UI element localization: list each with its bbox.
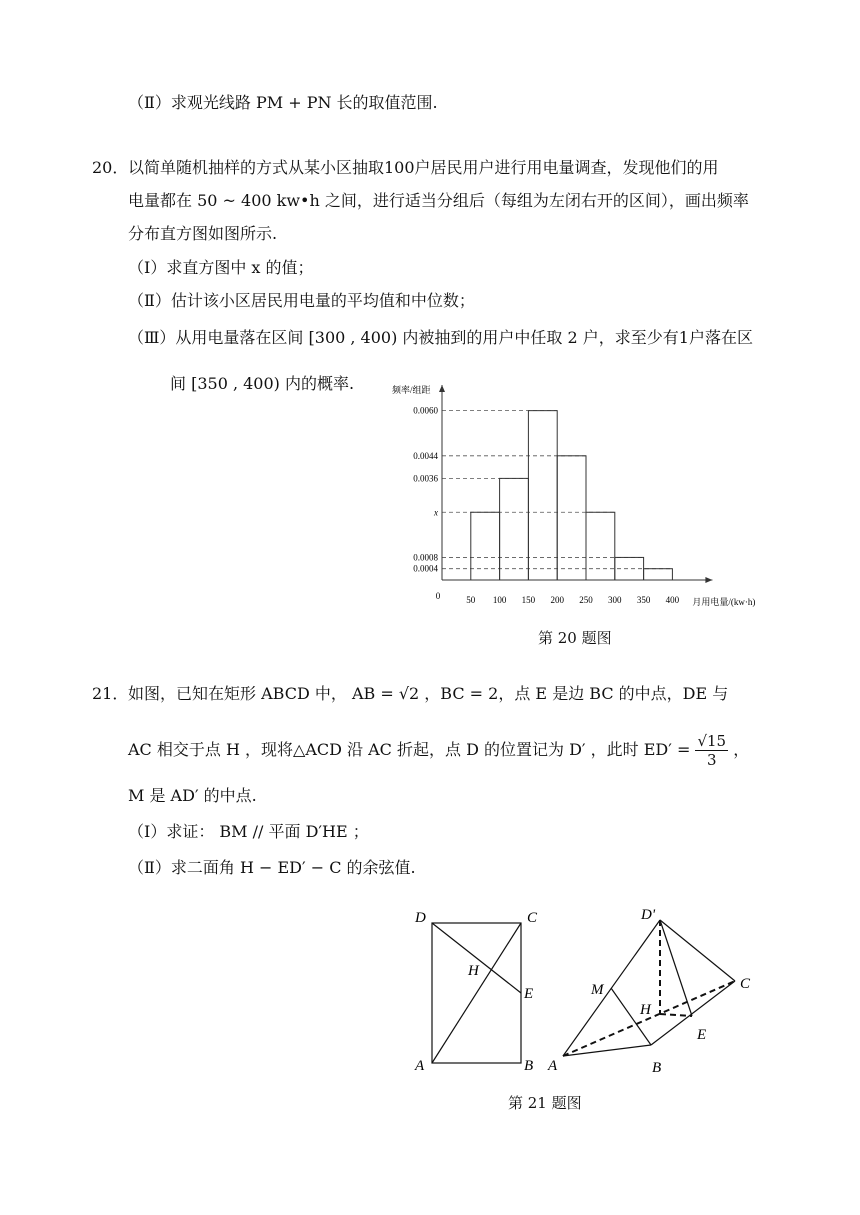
- q20-figure-caption: 第 20 题图: [538, 629, 612, 647]
- q21-figure-caption: 第 21 题图: [508, 1094, 582, 1112]
- label-h: H: [468, 963, 479, 979]
- fraction-numerator: √15: [697, 732, 727, 750]
- y-tick-label: 0.0060: [413, 405, 438, 416]
- x-tick-label: 250: [579, 595, 593, 605]
- q21-line1: 如图，已知在矩形 ABCD 中， AB = √2 ，BC = 2，点 E 是边 BC 的中点，DE 与: [128, 684, 729, 703]
- folded-solid-figure: [545, 900, 765, 1080]
- y-tick-label: 0.0004: [413, 563, 438, 574]
- q21-part2: （Ⅱ）求二面角 H − ED′ − C 的余弦值.: [128, 858, 416, 877]
- x-tick-label: 150: [521, 595, 536, 605]
- label-e-right: E: [697, 1027, 707, 1043]
- label-d-prime: D': [641, 907, 656, 923]
- label-a-right: A: [548, 1058, 558, 1074]
- q21-line3: M 是 AD′ 的中点.: [128, 786, 257, 805]
- label-a: A: [415, 1058, 425, 1074]
- q20-part3-line1: （Ⅲ）从用电量落在区间 [300 , 400) 内被抽到的用户中任取 2 户，求至少有1户落在区: [128, 328, 753, 347]
- q21-line2-end: ，: [733, 740, 750, 759]
- histogram-chart: [380, 380, 800, 615]
- x-tick-label: 400: [665, 595, 680, 605]
- histogram-bar: [500, 478, 529, 580]
- x-tick-label: 300: [608, 595, 622, 605]
- q19-part2: （Ⅱ）求观光线路 PM + PN 长的取值范围.: [128, 93, 438, 112]
- histogram-bar: [644, 569, 673, 580]
- label-h-right: H: [640, 1002, 651, 1018]
- edge-dprime-c: [660, 920, 735, 981]
- y-tick-label: 0.0044: [413, 450, 438, 461]
- y-axis-label: 频率/组距: [392, 385, 431, 395]
- q21-line2: [128, 732, 749, 769]
- fraction-denominator: 3: [707, 751, 717, 769]
- label-d: D: [415, 910, 426, 926]
- y-axis-arrow-icon: [439, 385, 445, 392]
- label-c-right: C: [740, 976, 751, 992]
- y-tick-label: 0.0036: [413, 473, 438, 484]
- dashed-h-e: [660, 1014, 692, 1016]
- rectangle-figure: [405, 900, 545, 1080]
- label-c: C: [527, 910, 538, 926]
- q20-part2: （Ⅱ）估计该小区居民用电量的平均值和中位数；: [128, 291, 475, 310]
- label-b: B: [524, 1058, 534, 1074]
- x-tick-label: 200: [550, 595, 564, 605]
- q20-stem-line2: 电量都在 50 ~ 400 kw•h 之间，进行适当分组后（每组为左闭右开的区间），画出频率: [128, 191, 749, 210]
- q20-part3-line2: 间 [350 , 400) 内的概率.: [170, 374, 355, 393]
- histogram-bar: [557, 456, 586, 580]
- q20-stem-line3: 分布直方图如图所示.: [128, 224, 278, 243]
- edge-b-c: [651, 981, 735, 1045]
- q21-part1: （Ⅰ）求证： BM // 平面 D′HE ；: [128, 822, 369, 841]
- x-axis-arrow-icon: [705, 577, 712, 583]
- histogram-bar: [471, 512, 500, 580]
- histogram-bar: [528, 411, 557, 580]
- q20-number: 20．: [92, 158, 129, 177]
- histogram-bar: [586, 512, 615, 580]
- x-tick-label: 100: [492, 595, 507, 605]
- x-axis-label: 月用电量/(kw·h): [692, 597, 756, 607]
- q21-number: 21．: [92, 684, 129, 703]
- x-tick-label: 350: [636, 595, 651, 605]
- diagonal-ac: [432, 923, 521, 1063]
- label-m: M: [591, 982, 604, 998]
- ed-prime-fraction: [695, 732, 728, 769]
- y-tick-label: 0.0008: [413, 552, 438, 563]
- label-e: E: [524, 986, 534, 1002]
- q20-part1: （Ⅰ）求直方图中 x 的值；: [128, 258, 314, 277]
- segment-de: [432, 923, 521, 993]
- label-b-right: B: [652, 1060, 662, 1076]
- q20-stem-line1: 以简单随机抽样的方式从某小区抽取100户居民用户进行用电量调查，发现他们的用: [128, 158, 719, 177]
- q21-line2-text: AC 相交于点 H ，现将△ACD 沿 AC 折起，点 D 的位置记为 D′ ，此时 ED′ =: [128, 740, 691, 759]
- y-tick-label: x: [434, 507, 438, 518]
- x-tick-label: 0: [435, 591, 441, 601]
- x-tick-label: 50: [466, 595, 476, 605]
